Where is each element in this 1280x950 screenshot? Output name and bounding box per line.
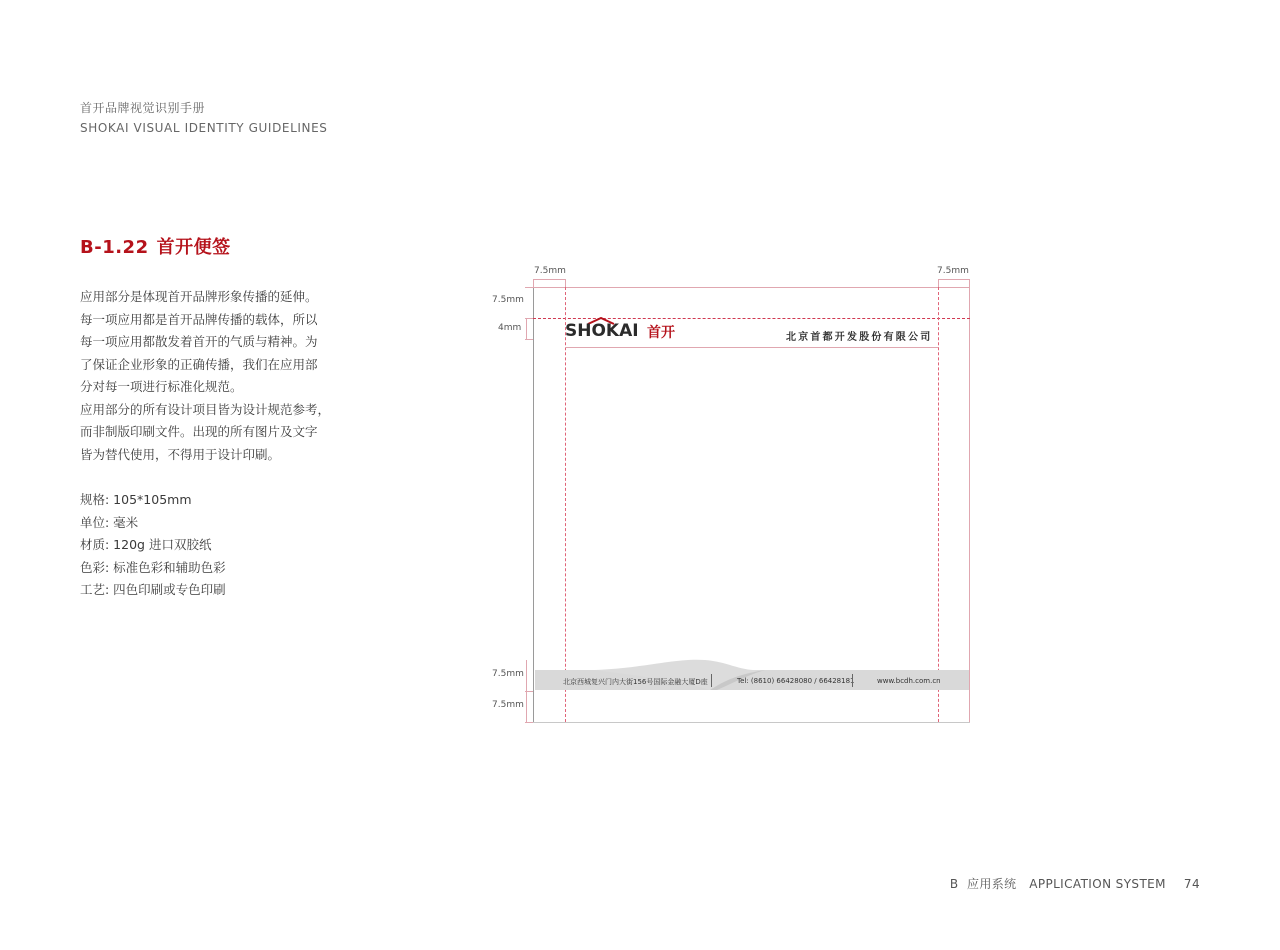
description-line: 而非制版印刷文件。出现的所有图片及文字 bbox=[80, 424, 318, 439]
bracket-tick bbox=[938, 279, 939, 287]
dim-left-top: 7.5mm bbox=[492, 295, 524, 305]
manual-title-en: SHOKAI VISUAL IDENTITY GUIDELINES bbox=[80, 121, 328, 135]
bracket-left-logo bbox=[526, 318, 527, 339]
description-line: 分对每一项进行标准化规范。 bbox=[80, 379, 243, 394]
note-right-edge bbox=[969, 287, 970, 722]
section-code: B-1.22 bbox=[80, 237, 149, 258]
logo-text-cn: 首开 bbox=[647, 325, 675, 341]
spec-size: 规格: 105*105mm bbox=[80, 492, 192, 507]
bracket-tick bbox=[525, 691, 533, 692]
manual-title-cn: 首开品牌视觉识别手册 bbox=[80, 101, 206, 115]
spec-process: 工艺: 四色印刷或专色印刷 bbox=[80, 582, 226, 597]
bracket-tick bbox=[565, 279, 566, 287]
page-footer bbox=[950, 875, 1200, 892]
bracket-tick bbox=[533, 279, 534, 287]
dim-left-footer: 7.5mm bbox=[492, 669, 524, 679]
description-line: 皆为替代使用，不得用于设计印刷。 bbox=[80, 446, 281, 462]
footer-separator bbox=[711, 674, 712, 687]
bracket-tick bbox=[525, 722, 533, 723]
guide-left-margin bbox=[565, 287, 566, 722]
shokai-logo bbox=[565, 318, 685, 342]
description-line: 应用部分是体现首开品牌形象传播的延伸。 bbox=[80, 289, 318, 304]
description-line: 每一项应用都是首开品牌传播的载体，所以 bbox=[80, 311, 318, 327]
spec-unit: 单位: 毫米 bbox=[80, 514, 139, 530]
dim-top-left: 7.5mm bbox=[534, 266, 566, 276]
note-left-edge bbox=[533, 287, 534, 722]
spec-material: 材质: 120g 进口双胶纸 bbox=[80, 537, 212, 552]
dim-top-right: 7.5mm bbox=[937, 266, 969, 276]
footer-address: 北京西城复兴门内大街156号国际金融大厦D座 bbox=[563, 678, 708, 686]
footer-web: www.bcdh.com.cn bbox=[877, 677, 941, 685]
footer-separator bbox=[852, 674, 853, 687]
description-line: 每一项应用都散发着首开的气质与精神。为 bbox=[80, 334, 318, 349]
note-bottom-edge bbox=[533, 722, 970, 723]
guide-right-margin bbox=[938, 287, 939, 722]
manual-header bbox=[80, 98, 328, 138]
dim-left-bottom: 7.5mm bbox=[492, 700, 524, 710]
footer-tel: Tel: (8610) 66428080 / 66428181 bbox=[737, 677, 855, 685]
bracket-top-right bbox=[938, 279, 969, 280]
spec-list bbox=[80, 489, 226, 602]
section-name: 首开便签 bbox=[156, 237, 231, 258]
page-number: 74 bbox=[1183, 877, 1200, 891]
description-line: 了保证企业形象的正确传播，我们在应用部 bbox=[80, 356, 318, 372]
section-label: B 应用系统 APPLICATION SYSTEM bbox=[949, 877, 1166, 891]
spec-color: 色彩: 标准色彩和辅助色彩 bbox=[80, 559, 226, 575]
bracket-tick bbox=[969, 279, 970, 287]
note-top-edge bbox=[533, 287, 970, 288]
description bbox=[80, 286, 350, 466]
header-rule bbox=[565, 347, 938, 348]
bracket-top-left bbox=[533, 279, 565, 280]
description-line: 应用部分的所有设计项目皆为设计规范参考， bbox=[80, 401, 331, 417]
dim-left-logo: 4mm bbox=[498, 323, 522, 333]
logo-text-en: SHOKAI bbox=[565, 321, 639, 341]
section-title bbox=[80, 233, 231, 259]
bracket-tick bbox=[525, 287, 533, 288]
company-name: 北京首都开发股份有限公司 bbox=[786, 332, 933, 343]
bracket-tick bbox=[525, 339, 533, 340]
